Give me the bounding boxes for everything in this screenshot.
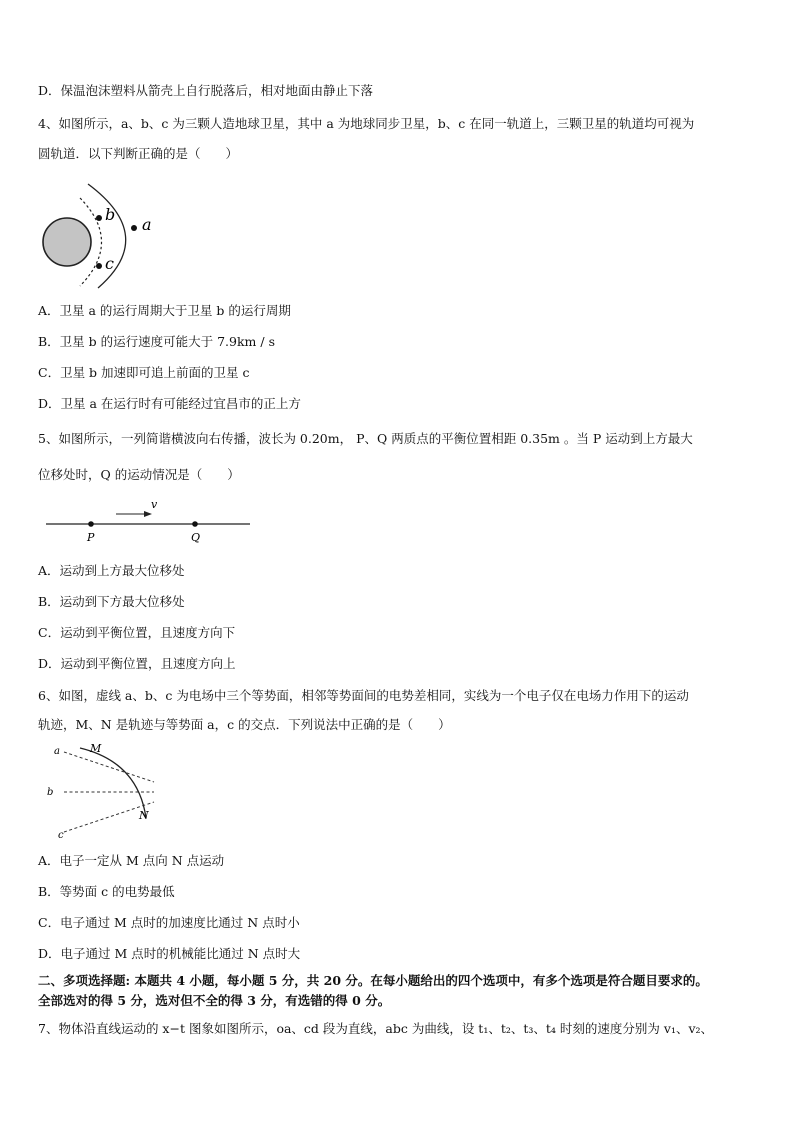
earth-circle [43, 218, 91, 266]
q5-option-c: C．运动到平衡位置，且速度方向下 [38, 625, 236, 640]
point-q-dot [192, 521, 198, 527]
section2-heading-line2: 全部选对的得 5 分，选对但不全的得 3 分，有选错的得 0 分。 [38, 993, 391, 1008]
label-c: c [105, 254, 114, 273]
satellite-b-dot [96, 215, 102, 221]
label-q: Q [191, 531, 201, 544]
q3-option-d: D．保温泡沫塑料从箭壳上自行脱落后，相对地面由静止下落 [38, 83, 374, 98]
label-v: v [151, 498, 158, 511]
satellite-orbit-figure [38, 176, 168, 291]
section2-heading-line1: 二、多项选择题: 本题共 4 小题，每小题 5 分，共 20 分。在每小题给出的四个选项中，有多个选项是符合题目要求的。 [38, 973, 708, 988]
q5-option-b: B．运动到下方最大位移处 [38, 594, 185, 609]
q6-option-c: C．电子通过 M 点时的加速度比通过 N 点时小 [38, 915, 300, 930]
q4-option-d: D．卫星 a 在运行时有可能经过宜昌市的正上方 [38, 396, 301, 411]
q5-stem-line2: 位移处时，Q 的运动情况是（ ） [38, 467, 240, 482]
electron-trajectory [80, 748, 146, 818]
q5-option-a: A．运动到上方最大位移处 [38, 563, 185, 578]
equipotential-a [64, 752, 154, 782]
q6-option-a: A．电子一定从 M 点向 N 点运动 [38, 853, 225, 868]
q6-option-d: D．电子通过 M 点时的机械能比通过 N 点时大 [38, 946, 301, 961]
label-b: b [47, 787, 54, 798]
label-c: c [58, 830, 64, 841]
satellite-c-dot [96, 263, 102, 269]
equipotential-figure [47, 740, 162, 841]
q6-stem-line2: 轨迹，M、N 是轨迹与等势面 a，c 的交点．下列说法中正确的是（ ） [38, 717, 451, 732]
q4-option-b: B．卫星 b 的运行速度可能大于 7.9km / s [38, 334, 275, 349]
label-p: P [87, 531, 95, 544]
q6-stem-line1: 6、如图，虚线 a、b、c 为电场中三个等势面，相邻等势面间的电势差相同，实线为一个电子仅在电场力作用下的运动 [38, 688, 689, 703]
q4-stem-line2: 圆轨道．以下判断正确的是（ ） [38, 146, 239, 161]
wave-figure [44, 494, 254, 546]
q7-stem-line1: 7、物体沿直线运动的 x−t 图象如图所示，oa、cd 段为直线，abc 为曲线，设 t₁、t₂、t₃、t₄ 时刻的速度分别为 v₁、v₂、 [38, 1021, 714, 1036]
q4-stem-line1: 4、如图所示，a、b、c 为三颗人造地球卫星，其中 a 为地球同步卫星，b、c 在同一轨道上，三颗卫星的轨道均可视为 [38, 116, 695, 131]
label-a: a [142, 215, 152, 234]
q5-option-d: D．运动到平衡位置，且速度方向上 [38, 656, 236, 671]
label-m: M [90, 742, 102, 755]
q6-option-b: B．等势面 c 的电势最低 [38, 884, 175, 899]
point-p-dot [88, 521, 94, 527]
label-n: N [139, 809, 149, 822]
satellite-a-dot [131, 225, 137, 231]
q4-option-a: A．卫星 a 的运行周期大于卫星 b 的运行周期 [38, 303, 291, 318]
label-b: b [105, 205, 116, 224]
label-a: a [54, 746, 60, 757]
velocity-arrow-head [144, 511, 152, 517]
q5-stem-line1: 5、如图所示，一列简谐横波向右传播，波长为 0.20m， P、Q 两质点的平衡位置相距 0.35m 。当 P 运动到上方最大 [38, 431, 693, 446]
q4-option-c: C．卫星 b 加速即可追上前面的卫星 c [38, 365, 250, 380]
